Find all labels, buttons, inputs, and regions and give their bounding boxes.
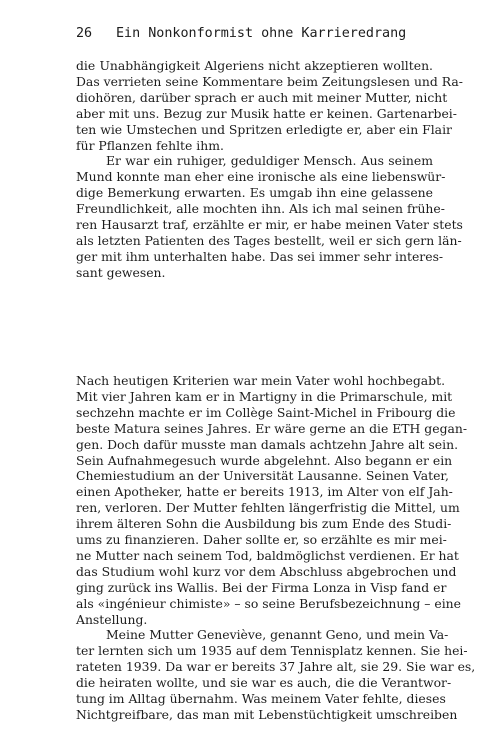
text-line: rateten 1939. Da war er bereits 37 Jahre alt, sie 29. Sie war es,: [76, 659, 476, 675]
running-header: [76, 24, 436, 44]
text-line: ums zu finanzieren. Daher sollte er, so erzählte es mir mei-: [76, 532, 447, 547]
text-line: Das verrieten seine Kommentare beim Zeitungslesen und Ra-: [76, 73, 463, 89]
text-line: diohören, darüber sprach er auch mit meiner Mutter, nicht: [76, 89, 448, 105]
text-line: dige Bemerkung erwarten. Es umgab ihn eine gelassene: [76, 185, 433, 201]
text-line: Nichtgreifbare, das man mit Lebenstüchtigkeit umschreiben: [76, 706, 458, 722]
page-number: 26: [76, 26, 93, 41]
text-line: ger mit ihm unterhalten habe. Das sei immer sehr interes-: [76, 248, 444, 264]
text-line: Anstellung.: [76, 611, 148, 627]
text-line: die Unabhängigkeit Algeriens nicht akzeptieren wollten.: [76, 58, 433, 73]
text-line: ging zurück ins Wallis. Bei der Firma Lonza in Visp fand er: [76, 579, 447, 595]
text-line: Meine Mutter Geneviève, genannt Geno, und mein Va-: [106, 627, 449, 643]
text-line: Er war ein ruhiger, geduldiger Mensch. Aus seinem: [106, 153, 433, 169]
running-title: Ein Nonkonformist ohne Karrieredrang: [116, 26, 407, 41]
text-line: einen Apotheker, hatte er bereits 1913, im Alter von elf Jah-: [76, 484, 453, 500]
text-line: für Pflanzen fehlte ihm.: [76, 137, 224, 153]
text-line: ren, verloren. Der Mutter fehlten längerfristig die Mittel, um: [76, 500, 460, 516]
text-line: als letzten Patienten des Tages bestellt, weil er sich gern län-: [76, 232, 462, 248]
text-line: tung im Alltag übernahm. Was meinem Vater fehlte, dieses: [76, 691, 446, 706]
text-line: Mit vier Jahren kam er in Martigny in die Primarschule, mit: [76, 388, 453, 404]
text-line: die heiraten wollte, und sie war es auch, die die Verantwor-: [76, 675, 452, 691]
text-line: Nach heutigen Kriterien war mein Vater wohl hochbegabt.: [76, 373, 446, 388]
text-line: ne Mutter nach seinem Tod, baldmöglichst verdienen. Er hat: [76, 547, 459, 563]
text-line: als «ingénieur chimiste» – so seine Berufsbezeichnung – eine: [76, 595, 461, 611]
text-line: sant gewesen.: [76, 264, 166, 280]
text-line: ren Hausarzt traf, erzählte er mir, er habe meinen Vater stets: [76, 217, 463, 232]
text-line: aber mit uns. Bezug zur Musik hatte er keinen. Gartenarbei-: [76, 105, 457, 121]
text-line: Chemiestudium an der Universität Lausanne. Seinen Vater,: [76, 468, 449, 484]
text-line: sechzehn machte er im Collège Saint-Michel in Fribourg die: [76, 404, 456, 420]
text-line: das Studium wohl kurz vor dem Abschluss abgebrochen und: [76, 563, 457, 579]
text-line: Freundlichkeit, alle mochten ihn. Als ich mal seinen frühe-: [76, 201, 445, 217]
text-line: gen. Doch dafür musste man damals achtzehn Jahre alt sein.: [76, 436, 459, 452]
text-line: beste Matura seines Jahres. Er wäre gerne an die ETH gegan-: [76, 420, 468, 436]
text-line: Mund konnte man eher eine ironische als eine liebenswür-: [76, 169, 446, 185]
text-line: ten wie Umstechen und Spritzen erledigte er, aber ein Flair: [76, 121, 452, 137]
text-line: Sein Aufnahmegesuch wurde abgelehnt. Also begann er ein: [76, 452, 453, 468]
text-line: ter lernten sich um 1935 auf dem Tennisplatz kennen. Sie hei-: [76, 643, 468, 659]
text-line: ihrem älteren Sohn die Ausbildung bis zum Ende des Studi-: [76, 516, 452, 532]
